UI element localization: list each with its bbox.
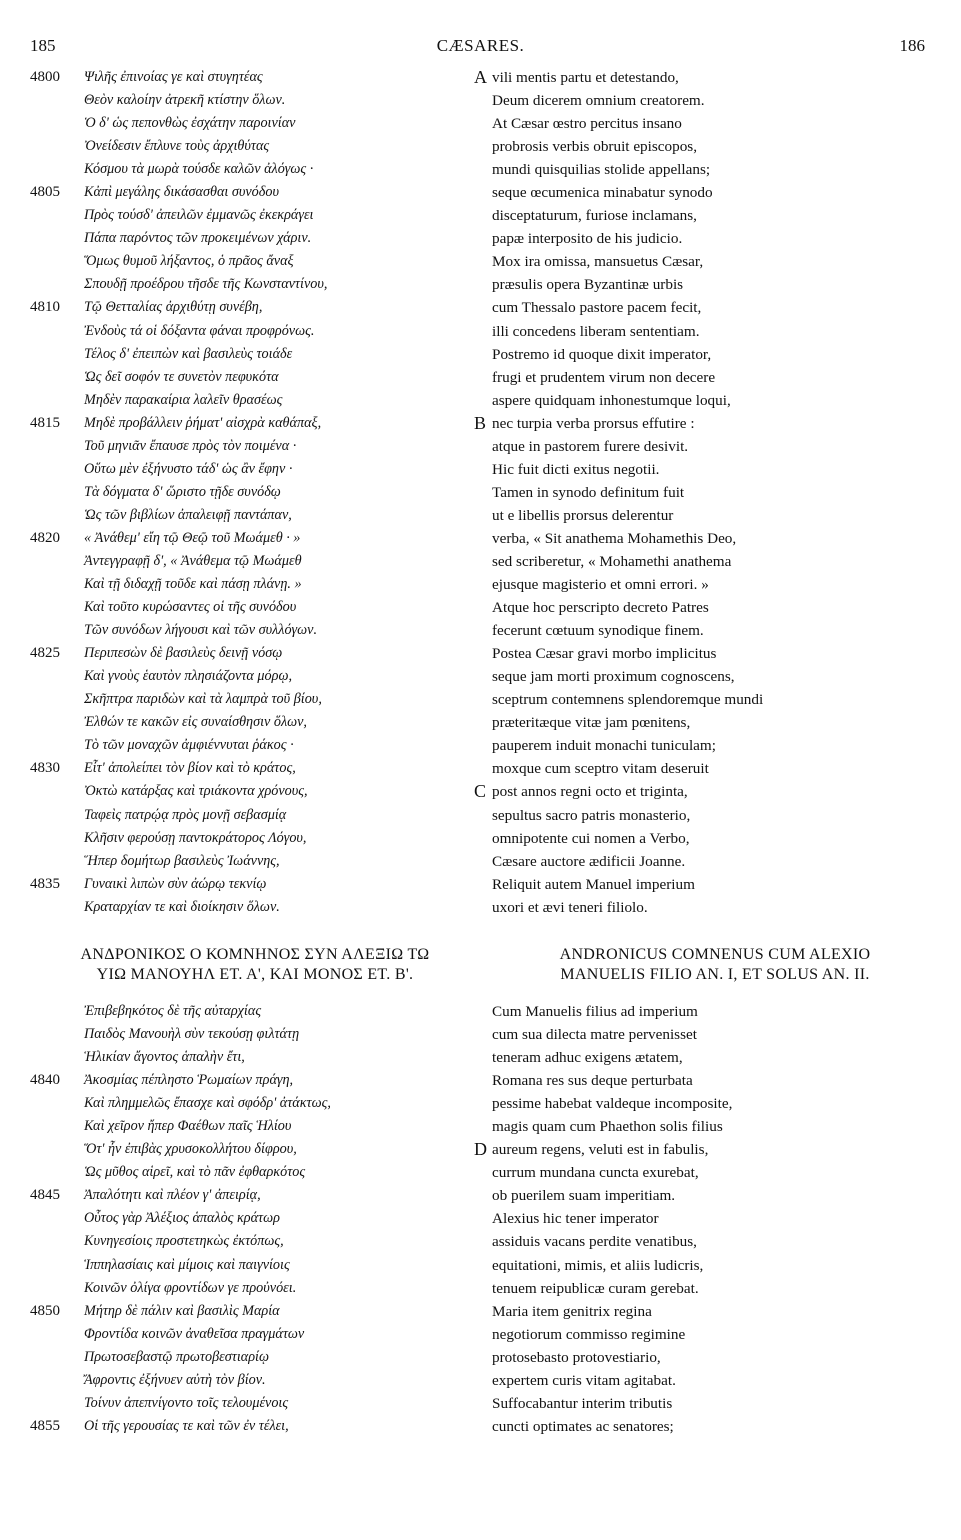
verse-line	[474, 1000, 944, 1023]
verse-line	[30, 1346, 470, 1369]
verse-line	[30, 1415, 470, 1438]
verse-line	[30, 204, 470, 227]
verse-text: seque œcumenica minabatur synodo	[492, 184, 713, 202]
verse-text: Ἐνδοὺς τά οἱ δόξαντα φάναι προφρόνως.	[84, 322, 315, 339]
greek-heading-line: ΥΙΩ ΜΑΝΟΥΗΛ ΕΤ. Α', ΚΑΙ ΜΟΝΟΣ ΕΤ. Β'.	[96, 966, 414, 983]
verse-text: Postea Cæsar gravi morbo implicitus	[492, 645, 717, 663]
verse-line	[30, 1023, 470, 1046]
verse-text: mundi quisquilias stolide appellans;	[492, 161, 711, 179]
line-number: 4800	[30, 69, 60, 85]
verse-line	[474, 135, 944, 158]
line-number: 4830	[30, 760, 60, 777]
verse-text: equitationi, mimis, et aliis ludicris,	[492, 1256, 704, 1274]
verse-text: Γυναικὶ λιπὼν σὺν ἀώρῳ τεκνίῳ	[84, 875, 267, 892]
verse-text: Οὕτω μὲν ἐξήνυστο τάδ' ὡς ἂν ἔφην ·	[84, 460, 293, 477]
verse-text: Οἱ τῆς γερουσίας τε καὶ τῶν ἐν τέλει,	[84, 1417, 289, 1434]
verse-line	[474, 504, 944, 527]
verse-text: Πάπα παρόντος τῶν προκειμένων χάριν.	[84, 230, 312, 247]
verse-text: Ἀκοσμίας πέπληστο Ῥωμαίων πράγη,	[84, 1072, 294, 1089]
verse-text: Κυνηγεσίοις προστετηκὼς ἐκτόπως,	[84, 1233, 284, 1250]
verse-line	[30, 1161, 470, 1184]
verse-line	[474, 711, 944, 734]
verse-text: Ὅτ' ἦν ἐπιβὰς χρυσοκολλήτου δίφρου,	[84, 1141, 297, 1158]
verse-text: magis quam cum Phaethon solis filius	[492, 1118, 723, 1136]
verse-text: Τὸ τῶν μοναχῶν ἀμφιέννυται ῥάκος ·	[84, 737, 294, 754]
verse-line	[30, 642, 470, 665]
verse-line	[474, 688, 944, 711]
verse-text: omnipotente cui nomen a Verbo,	[492, 829, 690, 847]
verse-text: Κοινῶν ὀλίγα φροντίδων γε προὐνόει.	[84, 1279, 297, 1296]
verse-text: Ὁ δ' ὡς πεπονθὼς ἐσχάτην παροινίαν	[84, 115, 296, 132]
verse-text: nec turpia verba prorsus effutire :	[492, 414, 695, 432]
verse-text: Μηδὲ προβάλλειν ῥήματ' αἰσχρὰ καθάπαξ,	[84, 414, 322, 431]
verse-line	[474, 550, 944, 573]
verse-text: Φροντίδα κοινῶν ἀναθεῖσα πραγμάτων	[84, 1325, 305, 1342]
verse-text: Εἶτ' ἀπολείπει τὸν βίον καὶ τὸ κράτος,	[84, 760, 296, 777]
verse-line	[474, 66, 944, 89]
line-number: 4835	[30, 875, 60, 892]
verse-text: Ἱππηλασίαις καὶ μίμοις καὶ παιγνίοις	[84, 1256, 290, 1273]
verse-text: tenuem reipublicæ curam gerebat.	[492, 1279, 699, 1297]
verse-line	[30, 1115, 470, 1138]
verse-text: Ἐπιβεβηκότος δὲ τῆς αὐταρχίας	[84, 1003, 262, 1019]
verse-line	[30, 366, 470, 389]
verse-line	[30, 458, 470, 481]
verse-line	[474, 619, 944, 642]
verse-text: probrosis verbis obruit episcopos,	[492, 138, 698, 156]
verse-line	[30, 688, 470, 711]
verse-line	[30, 504, 470, 527]
line-number: 4810	[30, 299, 60, 316]
greek-column-bottom	[30, 1000, 470, 1438]
latin-section-heading	[490, 945, 940, 985]
verse-line	[30, 1184, 470, 1207]
section-marker: A	[474, 67, 487, 87]
verse-line	[30, 527, 470, 550]
verse-text: sepultus sacro patris monasterio,	[492, 806, 691, 824]
verse-text: aspere quidquam inhonestumque loqui,	[492, 391, 731, 409]
verse-text: expertem curis vitam agitabat.	[492, 1371, 676, 1389]
verse-text: Καὶ χεῖρον ἤπερ Φαέθων παῖς Ἡλίου	[84, 1118, 292, 1135]
verse-line	[30, 1000, 470, 1023]
verse-text: Τῷ Θετταλίας ἀρχιθύτῃ συνέβη,	[84, 299, 263, 316]
page-number-left: 185	[30, 36, 56, 55]
verse-text: Οὗτος γὰρ Ἀλέξιος ἁπαλὸς κράτωρ	[84, 1210, 280, 1227]
verse-text: Postremo id quoque dixit imperator,	[492, 345, 712, 363]
verse-text: Σκῆπτρα παριδὼν καὶ τὰ λαμπρὰ τοῦ βίου,	[84, 691, 322, 708]
verse-text: Atque hoc perscripto decreto Patres	[492, 599, 709, 617]
verse-line	[30, 780, 470, 803]
line-number: 4820	[30, 529, 60, 546]
page-number-right: 186	[899, 36, 925, 55]
verse-text: Καὶ τοῦτο κυρώσαντες οἱ τῆς συνόδου	[84, 599, 297, 616]
verse-line	[474, 1392, 944, 1415]
latin-column-top	[474, 66, 944, 919]
verse-text: post annos regni octo et triginta,	[492, 783, 688, 801]
verse-line	[474, 1138, 944, 1161]
verse-line	[30, 665, 470, 688]
verse-text: Τέλος δ' ἐπειπὼν καὶ βασιλεὺς τοιάδε	[84, 345, 293, 362]
verse-line	[474, 204, 944, 227]
greek-heading-line: ΑΝΔΡΟΝΙΚΟΣ Ο ΚΟΜΝΗΝΟΣ ΣΥΝ ΑΛΕΞΙΩ ΤΩ	[80, 946, 430, 963]
latin-verse-list	[474, 66, 944, 919]
greek-section-heading	[30, 945, 480, 985]
verse-text: teneram adhuc exigens ætatem,	[492, 1049, 683, 1067]
verse-text: Τῶν συνόδων λήγουσι καὶ τῶν συλλόγων.	[84, 622, 317, 639]
running-title: CÆSARES.	[436, 36, 525, 55]
verse-text: Ταφεὶς πατρῴᾳ πρὸς μονῇ σεβασμίᾳ	[84, 806, 287, 823]
latin-heading-line: ANDRONICUS COMNENUS CUM ALEXIO	[559, 946, 871, 963]
verse-text: præsulis opera Byzantinæ urbis	[492, 276, 684, 294]
verse-line	[30, 412, 470, 435]
verse-line	[30, 158, 470, 181]
verse-text: At Cæsar œstro percitus insano	[492, 115, 682, 133]
verse-text: Θεὸν καλοίην ἀτρεκῆ κτίστην ὅλων.	[84, 92, 286, 109]
verse-line	[474, 1323, 944, 1346]
verse-line	[474, 1069, 944, 1092]
verse-line	[474, 412, 944, 435]
verse-line	[30, 112, 470, 135]
verse-line	[30, 389, 470, 412]
greek-verse-list	[30, 66, 470, 919]
verse-text: Τοίνυν ἀπεπνίγοντο τοῖς τελουμένοις	[84, 1394, 289, 1411]
verse-text: cum Thessalo pastore pacem fecit,	[492, 299, 702, 317]
verse-line	[30, 619, 470, 642]
verse-text: ejusque magisterio et omni errori. »	[492, 576, 709, 594]
verse-text: atque in pastorem furere desivit.	[492, 437, 689, 455]
verse-line	[474, 481, 944, 504]
verse-line	[30, 89, 470, 112]
verse-text: disceptaturum, furiose inclamans,	[492, 207, 697, 225]
verse-line	[30, 320, 470, 343]
verse-line	[474, 273, 944, 296]
verse-line	[30, 573, 470, 596]
verse-line	[30, 227, 470, 250]
verse-text: papæ interposito de his judicio.	[492, 230, 683, 248]
verse-text: Ὅμως θυμοῦ λήξαντος, ὁ πρᾶος ἄναξ	[84, 253, 294, 270]
verse-line	[30, 273, 470, 296]
verse-text: moxque cum sceptro vitam deseruit	[492, 760, 709, 778]
verse-line	[474, 1254, 944, 1277]
verse-text: cum sua dilecta matre pervenisset	[492, 1026, 697, 1044]
verse-text: Maria item genitrix regina	[492, 1302, 652, 1320]
latin-verse-list	[474, 1000, 944, 1438]
verse-line	[30, 1392, 470, 1415]
verse-line	[474, 89, 944, 112]
verse-line	[30, 850, 470, 873]
verse-line	[474, 757, 944, 780]
verse-text: Πρὸς τούσδ' ἀπειλῶν ἐμμανῶς ἐκεκράγει	[84, 207, 314, 224]
verse-line	[474, 343, 944, 366]
verse-text: Ὡς δεῖ σοφόν τε συνετὸν πεφυκότα	[84, 368, 279, 385]
verse-line	[474, 665, 944, 688]
verse-line	[30, 1069, 470, 1092]
running-header	[0, 36, 961, 60]
section-marker: B	[474, 412, 487, 433]
line-number: 4805	[30, 184, 60, 201]
verse-text: Σπουδῇ προέδρου τῆσδε τῆς Κωνσταντίνου,	[84, 276, 328, 293]
verse-line	[474, 1415, 944, 1438]
verse-text: Deum dicerem omnium creatorem.	[492, 92, 705, 110]
greek-verse-list	[30, 1000, 470, 1438]
verse-text: seque jam morti proximum cognoscens,	[492, 668, 735, 686]
verse-line	[30, 873, 470, 896]
verse-line	[30, 734, 470, 757]
verse-line	[474, 1346, 944, 1369]
verse-line	[30, 1254, 470, 1277]
verse-line	[30, 827, 470, 850]
verse-text: ob puerilem suam imperitiam.	[492, 1187, 676, 1205]
verse-line	[474, 596, 944, 619]
greek-column-top	[30, 66, 470, 919]
verse-line	[30, 804, 470, 827]
verse-text: Hic fuit dicti exitus negotii.	[492, 460, 660, 478]
verse-text: illi concedens liberam sententiam.	[492, 322, 700, 340]
verse-text: Κραταρχίαν τε καὶ διοίκησιν ὅλων.	[84, 898, 280, 915]
line-number: 4850	[30, 1302, 60, 1319]
verse-line	[30, 66, 470, 89]
line-number: 4845	[30, 1187, 60, 1204]
verse-text: negotiorum commisso regimine	[492, 1325, 686, 1343]
verse-line	[30, 343, 470, 366]
verse-text: Tamen in synodo definitum fuit	[492, 483, 685, 501]
verse-text: Cum Manuelis filius ad imperium	[492, 1003, 698, 1020]
verse-line	[30, 1369, 470, 1392]
verse-line	[474, 1115, 944, 1138]
verse-text: Τὰ δόγματα δ' ὥριστο τῇδε συνόδῳ	[84, 483, 281, 500]
verse-line	[474, 850, 944, 873]
verse-line	[30, 1277, 470, 1300]
verse-text: protosebasto protovestiario,	[492, 1348, 661, 1366]
verse-line	[474, 250, 944, 273]
verse-line	[474, 527, 944, 550]
verse-line	[474, 158, 944, 181]
verse-text: Περιπεσὼν δὲ βασιλεὺς δεινῇ νόσῳ	[84, 645, 283, 662]
verse-text: pessime habebat valdeque incomposite,	[492, 1095, 733, 1113]
verse-text: « Ἀνάθεμ' εἴη τῷ Θεῷ τοῦ Μωάμεθ · »	[84, 529, 301, 546]
verse-text: Ὀκτὼ κατάρξας καὶ τριάκοντα χρόνους,	[84, 783, 308, 800]
verse-line	[474, 896, 944, 919]
verse-text: Ἥπερ δομήτωρ βασιλεὺς Ἰωάννης,	[84, 852, 280, 869]
section-marker: D	[474, 1139, 487, 1160]
verse-line	[30, 711, 470, 734]
line-number: 4815	[30, 414, 60, 431]
section-marker: C	[474, 781, 487, 802]
verse-text: pauperem induit monachi tuniculam;	[492, 737, 716, 755]
verse-text: assiduis vacans perdite venatibus,	[492, 1233, 697, 1251]
line-number: 4840	[30, 1072, 60, 1089]
verse-line	[30, 550, 470, 573]
verse-text: Καὶ γνοὺς ἑαυτὸν πλησιάζοντα μόρῳ,	[84, 668, 293, 685]
verse-text: Suffocabantur interim tributis	[492, 1394, 673, 1412]
verse-line	[30, 1323, 470, 1346]
verse-line	[474, 1230, 944, 1253]
verse-text: Romana res sus deque perturbata	[492, 1072, 693, 1090]
verse-line	[474, 366, 944, 389]
verse-line	[30, 896, 470, 919]
verse-text: Ὀνείδεσιν ἔπλυνε τοὺς ἀρχιθύτας	[84, 138, 270, 155]
verse-line	[474, 1300, 944, 1323]
verse-text: Πρωτοσεβαστῷ πρωτοβεστιαρίῳ	[84, 1348, 269, 1365]
verse-text: Ἐλθών τε κακῶν εἰς συναίσθησιν ὅλων,	[84, 714, 307, 731]
verse-line	[30, 1092, 470, 1115]
latin-heading-line: MANUELIS FILIO AN. I, ET SOLUS AN. II.	[560, 966, 870, 983]
verse-text: Reliquit autem Manuel imperium	[492, 875, 695, 893]
verse-line	[474, 1207, 944, 1230]
verse-text: uxori et ævi teneri filiolo.	[492, 898, 648, 916]
verse-line	[474, 296, 944, 319]
verse-text: cuncti optimates ac senatores;	[492, 1417, 674, 1435]
verse-text: Κἀπὶ μεγάλης δικάσασθαι συνόδου	[84, 184, 279, 201]
verse-line	[30, 435, 470, 458]
verse-line	[30, 296, 470, 319]
verse-text: currum mundana cuncta exurebat,	[492, 1164, 699, 1182]
verse-text: Mox ira omissa, mansuetus Cæsar,	[492, 253, 704, 271]
verse-text: fecerunt cœtuum synodique finem.	[492, 622, 704, 640]
verse-line	[30, 250, 470, 273]
verse-line	[474, 1161, 944, 1184]
verse-line	[474, 112, 944, 135]
verse-line	[474, 1369, 944, 1392]
verse-line	[474, 873, 944, 896]
verse-text: Παιδὸς Μανουὴλ σὺν τεκούσῃ φιλτάτῃ	[84, 1026, 300, 1043]
verse-line	[30, 1230, 470, 1253]
verse-line	[474, 573, 944, 596]
line-number: 4855	[30, 1417, 60, 1434]
verse-line	[30, 181, 470, 204]
verse-text: Cæsare auctore ædificii Joanne.	[492, 852, 686, 870]
latin-column-bottom	[474, 1000, 944, 1438]
verse-text: Ἀπαλότητι καὶ πλέον γ' ἀπειρίᾳ,	[84, 1187, 261, 1204]
verse-text: aureum regens, veluti est in fabulis,	[492, 1141, 709, 1159]
verse-line	[474, 320, 944, 343]
verse-text: frugi et prudentem virum non decere	[492, 368, 716, 386]
verse-text: ut e libellis prorsus delerentur	[492, 506, 674, 524]
verse-line	[474, 1277, 944, 1300]
verse-text: sceptrum contemnens splendoremque mundi	[492, 691, 764, 709]
verse-line	[474, 181, 944, 204]
verse-text: sed scriberetur, « Mohamethi anathema	[492, 552, 732, 570]
verse-text: Κλῆσιν φερούσῃ παντοκράτορος Λόγου,	[84, 829, 307, 846]
verse-line	[474, 1184, 944, 1207]
verse-text: vili mentis partu et detestando,	[492, 69, 679, 86]
verse-line	[474, 458, 944, 481]
verse-line	[474, 780, 944, 803]
verse-line	[474, 1046, 944, 1069]
verse-line	[474, 435, 944, 458]
verse-text: Ὡς τῶν βιβλίων ἀπαλειφῇ παντάπαν,	[84, 506, 292, 523]
verse-text: Ψιλῆς ἐπινοίας γε καὶ στυγητέας	[84, 69, 263, 85]
verse-text: Ἀντεγγραφῇ δ', « Ἀνάθεμα τῷ Μωάμεθ	[84, 552, 302, 569]
verse-text: Κόσμου τὰ μωρὰ τούσδε καλῶν ἀλόγως ·	[84, 161, 314, 178]
verse-line	[30, 1300, 470, 1323]
verse-text: Alexius hic tener imperator	[492, 1210, 659, 1228]
verse-text: Ἄφροντις ἐξήνυεν αὐτὴ τὸν βίον.	[84, 1371, 266, 1388]
verse-text: Καὶ τῇ διδαχῇ τοῦδε καὶ πάσῃ πλάνῃ. »	[84, 576, 302, 593]
line-number: 4825	[30, 645, 60, 662]
verse-text: Τοῦ μηνιᾶν ἔπαυσε πρὸς τὸν ποιμένα ·	[84, 437, 297, 454]
verse-text: Μηδὲν παρακαίρια λαλεῖν θρασέως	[84, 391, 283, 408]
verse-text: Καὶ πλημμελῶς ἔπασχε καὶ σφόδρ' ἀτάκτως,	[84, 1095, 331, 1112]
verse-line	[474, 1023, 944, 1046]
verse-line	[474, 804, 944, 827]
verse-line	[474, 389, 944, 412]
verse-text: præteritæque vitæ jam pœnitens,	[492, 714, 691, 732]
verse-text: Μήτηρ δὲ πάλιν καὶ βασιλὶς Μαρία	[84, 1302, 280, 1319]
verse-line	[30, 757, 470, 780]
verse-line	[474, 642, 944, 665]
verse-line	[30, 481, 470, 504]
verse-line	[30, 596, 470, 619]
verse-line	[474, 1092, 944, 1115]
verse-line	[30, 1046, 470, 1069]
verse-line	[474, 734, 944, 757]
verse-text: Ἡλικίαν ἄγοντος ἁπαλὴν ἔτι,	[84, 1049, 245, 1066]
verse-line	[30, 1207, 470, 1230]
verse-text: verba, « Sit anathema Mohamethis Deo,	[492, 529, 737, 547]
verse-line	[474, 827, 944, 850]
verse-text: Ὡς μῦθος αἱρεῖ, καὶ τὸ πᾶν ἐφθαρκότος	[84, 1164, 306, 1181]
verse-line	[30, 135, 470, 158]
verse-line	[30, 1138, 470, 1161]
verse-line	[474, 227, 944, 250]
